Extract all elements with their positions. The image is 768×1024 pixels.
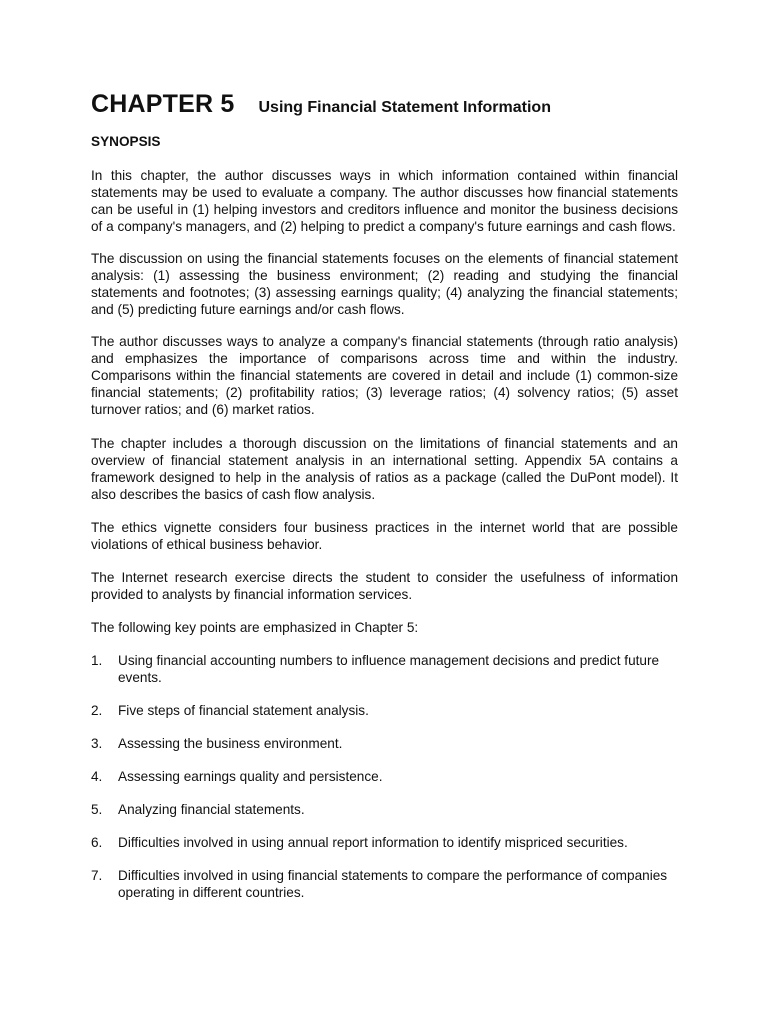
list-item: [91, 768, 678, 785]
list-item-number: 7.: [91, 868, 103, 883]
list-item-text: Five steps of financial statement analysis.: [118, 703, 369, 718]
list-item: [91, 801, 678, 818]
list-item-text: Analyzing financial statements.: [118, 802, 305, 817]
chapter-subtitle: Using Financial Statement Information: [258, 99, 551, 116]
list-item: [91, 735, 678, 752]
list-item: [91, 867, 678, 901]
list-item-text: Difficulties involved in using annual report information to identify mispriced securities.: [118, 835, 628, 850]
key-points-list: [91, 652, 678, 901]
list-item: [91, 834, 678, 851]
list-item-number: 5.: [91, 802, 103, 817]
list-item: [91, 652, 678, 686]
list-item-number: 2.: [91, 703, 103, 718]
list-item-text: Difficulties involved in using financial statements to compare the performance of companies operating in different countries.: [118, 868, 668, 900]
list-item-number: 3.: [91, 736, 103, 751]
list-item-text: Assessing earnings quality and persistence.: [118, 769, 383, 784]
synopsis-paragraph: The author discusses ways to analyze a company's financial statements (through ratio analysis) and emphasizes the importance of comparisons across time and within the industry. Comparisons within the financial statements are covered in detail and include (1) common-size financial statements; (2) profitability ratios; (3) leverage ratios; (4) solvency ratios; (5) asset turnover ratios; and (6) market ratios.: [91, 334, 678, 417]
synopsis-paragraph: In this chapter, the author discusses ways in which information contained within financial statements may be used to evaluate a company. The author discusses how financial statements can be useful in (1) helping investors and creditors influence and monitor the business decisions of a company's managers, and (2) helping to predict a company's future earnings and cash flows.: [91, 168, 678, 234]
chapter-label: CHAPTER 5: [91, 90, 235, 118]
synopsis-paragraph: The Internet research exercise directs the student to consider the usefulness of information provided to analysts by financial information services.: [91, 570, 678, 602]
synopsis-paragraph: The discussion on using the financial statements focuses on the elements of financial statement analysis: (1) assessing the business environment; (2) reading and studying the financial statements and footnotes; (3) assessing earnings quality; (4) analyzing the financial statements; and (5) predicting future earnings and/or cash flows.: [91, 251, 678, 317]
list-item-number: 4.: [91, 769, 103, 784]
list-item-text: Using financial accounting numbers to influence management decisions and predict future events.: [118, 653, 660, 685]
synopsis-heading: SYNOPSIS: [91, 134, 161, 149]
key-points-intro: The following key points are emphasized in Chapter 5:: [91, 620, 419, 635]
synopsis-paragraph: The chapter includes a thorough discussion on the limitations of financial statements and an overview of financial statement analysis in an international setting. Appendix 5A contains a framework designed to help in the analysis of ratios as a package (called the DuPont model). It also describes the basics of cash flow analysis.: [91, 436, 678, 502]
document-page: [91, 90, 678, 917]
list-item-number: 1.: [91, 653, 103, 668]
list-item-text: Assessing the business environment.: [118, 736, 343, 751]
chapter-title: [91, 90, 678, 124]
synopsis-paragraph: The ethics vignette considers four business practices in the internet world that are possible violations of ethical business behavior.: [91, 520, 678, 552]
list-item-number: 6.: [91, 835, 103, 850]
list-item: [91, 702, 678, 719]
